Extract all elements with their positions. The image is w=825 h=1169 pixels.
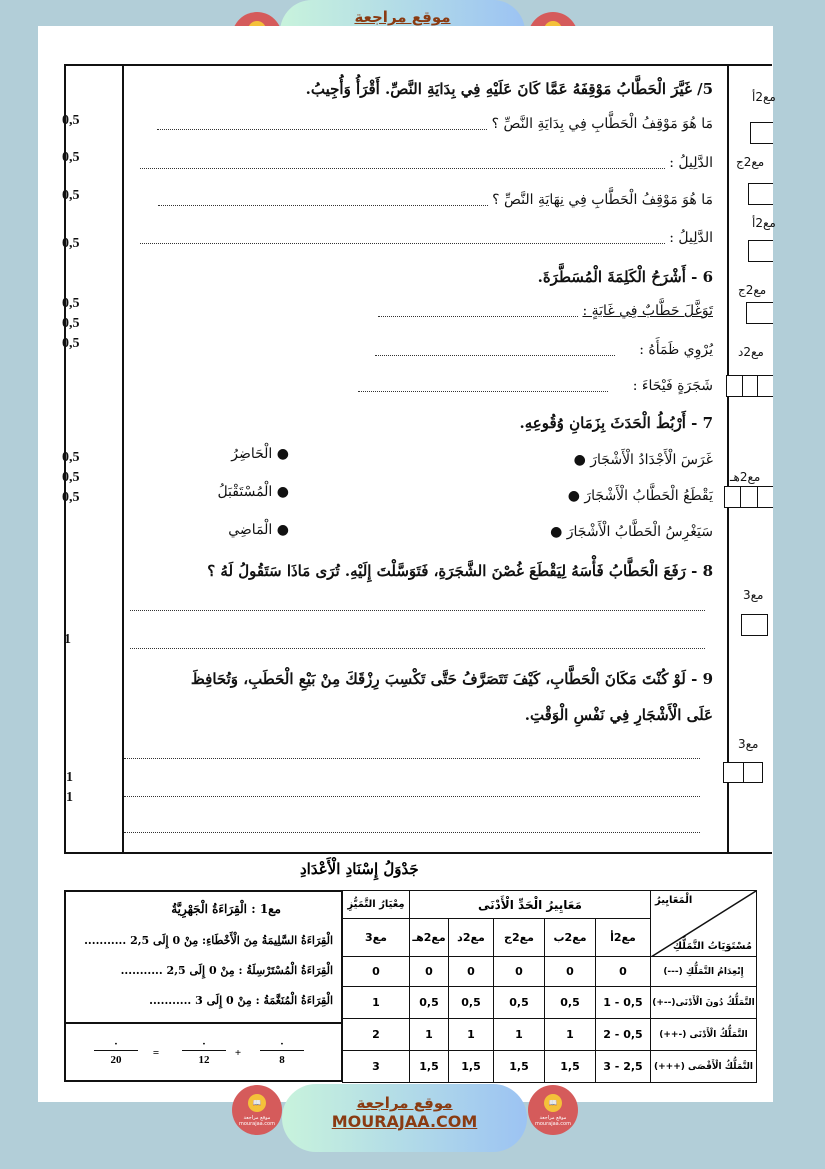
q7-title: 7 - أَرْبُطُ الْحَدَثَ بِزَمَانِ وُقُوعِهِ.	[519, 414, 713, 432]
answer-field[interactable]	[140, 158, 665, 169]
criteria-label: مع2أ	[752, 90, 776, 104]
grade-box-triple[interactable]	[724, 486, 773, 508]
q7-time-1[interactable]: ● الْحَاضِرُ	[231, 446, 289, 462]
answer-field[interactable]	[130, 638, 705, 649]
q6-title: 6 - أَشْرَحُ الْكَلِمَةَ الْمُسَطَّرَةَ.	[537, 268, 713, 286]
score-value: 0,5	[62, 296, 80, 311]
score-value: 0,5	[62, 450, 80, 465]
fraction-8[interactable]: · 8	[252, 1038, 312, 1066]
answer-field[interactable]	[124, 822, 700, 833]
q9-title-line-1: 9 - لَوْ كُنْتَ مَكَانَ الْحَطَّابِ، كَيْفَ تَتَصَرَّفُ حَتَّى تَكْسِبَ رِزْقَكَ مِنْ بَيْعِ الْحَطَبِ، وَتُحَافِظَ	[190, 670, 713, 688]
answer-field[interactable]	[124, 786, 700, 797]
grading-table-title: جَدْوَلُ إِسْنَادِ الْأَعْدَادِ	[300, 860, 419, 878]
score-value: 1	[66, 790, 73, 805]
score-value: 0,5	[62, 336, 80, 351]
score-value: 0,5	[62, 490, 80, 505]
score-value: 0,5	[62, 188, 80, 203]
q6-line-3: شَجَرَةٍ فَيْحَاءَ :	[358, 378, 713, 394]
q6-line-2: يُرْوِي ظَمَأَهُ :	[375, 342, 713, 358]
grading-table	[342, 890, 757, 1083]
mourajaa-banner-bottom[interactable]: موقع مراجعة MOURAJAA.COM	[282, 1084, 527, 1152]
table-row: التَّمَلُّكُ الْأَدْنَى (-++) 0,5 - 2 1 1 1 1 2	[343, 1019, 757, 1051]
mourajaa-logo-left-bottom[interactable]: 📖 موقع مراجعة mourajaa.com	[232, 1085, 282, 1135]
grade-box[interactable]	[746, 302, 773, 324]
total-fraction[interactable]: · 20	[86, 1038, 146, 1066]
reading-box	[64, 890, 343, 1082]
score-value: 1	[64, 632, 71, 647]
table-row: التَّمَلُّكُ دُونَ الْأَدْنَى(--+) 0,5 - 1 0,5 0,5 0,5 0,5 1	[343, 987, 757, 1019]
q7-event-2[interactable]: يَقْطَعُ الْحَطَّابُ الْأَشْجَارَ ●	[567, 488, 713, 504]
divider	[66, 1022, 341, 1024]
q5-line-3: مَا هُوَ مَوْقِفُ الْحَطَّابِ فِي نِهَايَةِ النَّصِّ ؟	[158, 192, 713, 208]
score-value: 1	[66, 770, 73, 785]
fraction-12[interactable]: · 12	[174, 1038, 234, 1066]
criteria-label: مع2أ	[752, 216, 776, 230]
answer-field[interactable]	[378, 306, 578, 317]
q9-title-line-2: عَلَى الْأَشْجَارِ فِي نَفْسِ الْوَقْتِ.	[524, 706, 713, 724]
column-header: مع2هـ	[410, 919, 449, 957]
table-row: التَّمَلُّكُ الْأَقْصَى (+++) 2,5 - 3 1,5 1,5 1,5 1,5 3	[343, 1051, 757, 1083]
q7-time-2[interactable]: ● الْمُسْتَقْبَلُ	[217, 484, 289, 500]
criteria-label: مع2ج	[736, 155, 765, 169]
q5-line-4: الدَّلِيلُ :	[140, 230, 713, 246]
mourajaa-banner-top[interactable]: موقع مراجعة	[280, 0, 525, 64]
q5-line-1: مَا هُوَ مَوْقِفُ الْحَطَّابِ فِي بِدَايَةِ النَّصِّ ؟	[157, 116, 713, 132]
score-value: 0,5	[62, 150, 80, 165]
book-icon: 📖	[248, 1094, 266, 1112]
book-icon: 📖	[544, 1094, 562, 1112]
criteria-label: مع3	[743, 588, 764, 602]
criteria-label: مع2هـ	[730, 470, 761, 484]
reading-item: الْقِرَاءَةُ الْمُسْتَرْسِلَةُ : مِنْ 0 إِلَى 2,5 ...........	[120, 964, 333, 977]
q5-title: 5/ غَيَّرَ الْحَطَّابُ مَوْقِفَهُ عَمَّا كَانَ عَلَيْهِ فِي بِدَايَةِ النَّصِّ. أَقْرَأُ وَأُجِيبُ.	[305, 80, 713, 98]
frame-bottom	[64, 852, 772, 854]
answer-field[interactable]	[157, 119, 487, 130]
column-header: مع2د	[449, 919, 494, 957]
q7-event-1[interactable]: غَرَسَ الْأَجْدَادُ الْأَشْجَارَ ●	[573, 452, 713, 468]
grade-box[interactable]	[748, 183, 773, 205]
score-column-divider	[122, 64, 124, 854]
score-value: 0,5	[62, 113, 80, 128]
score-value: 0,5	[62, 236, 80, 251]
equals-sign: =	[152, 1047, 160, 1059]
answer-field[interactable]	[358, 381, 608, 392]
column-header: مع2ب	[545, 919, 596, 957]
q7-time-3[interactable]: ● الْمَاضِي	[228, 522, 289, 538]
score-value: 0,5	[62, 470, 80, 485]
grade-box-double[interactable]	[723, 762, 763, 783]
q8-title: 8 - رَفَعَ الْحَطَّابُ فَأْسَهُ لِيَقْطَعَ غُصْنَ الشَّجَرَةِ، فَتَوَسَّلْتَ إِلَيْهِ. تُرَى مَاذَا سَتَقُولُ لَهُ ؟	[207, 562, 713, 580]
reading-title: مع1 : الْقِرَاءَةُ الْجَهْرِيَّةُ	[171, 902, 281, 916]
reading-item: الْقِرَاءَةُ الْمُنَغَّمَةُ : مِنْ 0 إِلَى 3 ...........	[149, 994, 333, 1007]
excellence-header: مِعْيَارُ التَّمَيُّزِ	[343, 891, 410, 919]
column-header: مع3	[343, 919, 410, 957]
grade-box[interactable]	[748, 240, 773, 262]
mourajaa-logo-right-bottom[interactable]: 📖 موقع مراجعة mourajaa.com	[528, 1085, 578, 1135]
grade-box[interactable]	[750, 122, 773, 144]
q7-event-3[interactable]: سَيَغْرِسُ الْحَطَّابُ الْأَشْجَارَ ●	[550, 524, 713, 540]
answer-field[interactable]	[140, 233, 665, 244]
criteria-label: مع2د	[738, 345, 764, 359]
plus-sign: +	[234, 1047, 242, 1059]
answer-field[interactable]	[130, 600, 705, 611]
min-criteria-header: مَعَايِيرُ الْحَدِّ الْأَدْنَى	[410, 891, 651, 919]
corner-cell: الْمَعَايِيرُ مُسْتَوَيَاتُ التَّمَلُّكِ	[651, 891, 757, 957]
score-value: 0,5	[62, 316, 80, 331]
answer-field[interactable]	[158, 195, 488, 206]
answer-field[interactable]	[375, 345, 615, 356]
criteria-label: مع2ج	[738, 283, 767, 297]
q6-line-1: تَوَغَّلَ حَطَّابٌ فِي غَابَةٍ :	[378, 303, 713, 319]
column-header: مع2أ	[596, 919, 651, 957]
column-header: مع2ج	[494, 919, 545, 957]
criteria-label: مع3	[738, 737, 759, 751]
q5-line-2: الدَّلِيلُ :	[140, 155, 713, 171]
answer-field[interactable]	[124, 748, 700, 759]
table-row: إِنْعِدَامُ التَّمَلُّكِ (---) 0 0 0 0 0 0	[343, 957, 757, 987]
criteria-column-divider	[727, 64, 729, 854]
grade-box-triple[interactable]	[726, 375, 773, 397]
reading-item: الْقِرَاءَةُ السَّلِيمَةُ مِنَ الْأَخْطَاءِ: مِنْ 0 إِلَى 2,5 ...........	[84, 934, 333, 947]
grade-box[interactable]	[741, 614, 768, 636]
